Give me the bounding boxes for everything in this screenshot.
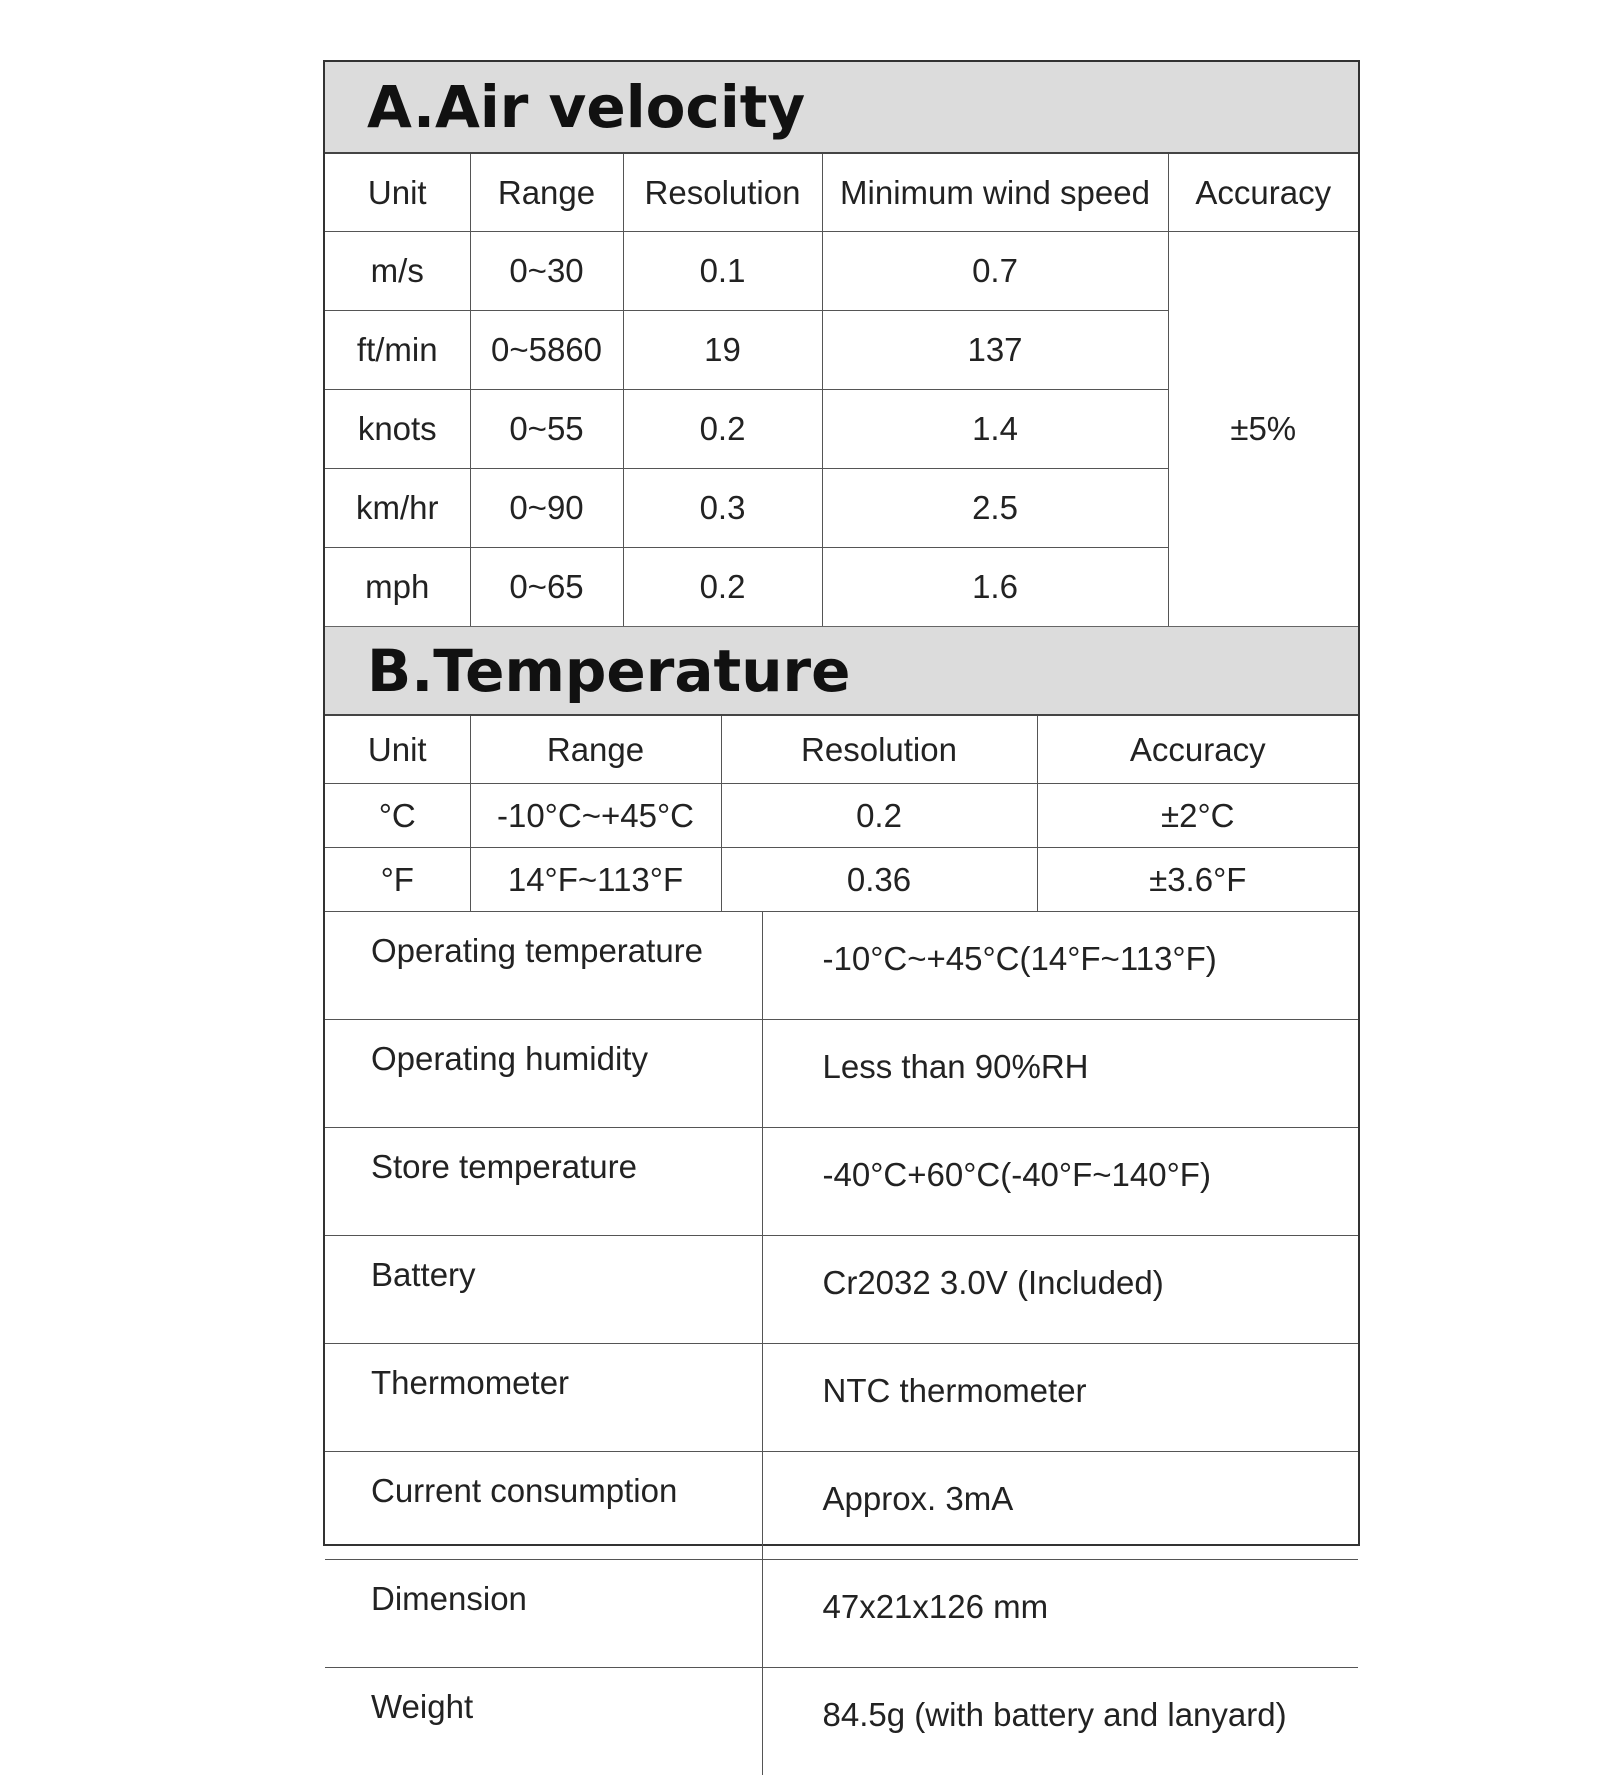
air-velocity-table (325, 154, 1358, 626)
resolution-cell: 0.2 (721, 784, 1037, 848)
header-range: Range (470, 716, 721, 784)
spec-label: Store temperature (325, 1128, 762, 1236)
header-resolution: Resolution (623, 154, 822, 232)
range-cell: 0~90 (470, 469, 623, 548)
header-range: Range (470, 154, 623, 232)
spec-row (325, 1668, 1358, 1775)
table-header-row (325, 154, 1358, 232)
accuracy-cell: ±5% (1168, 232, 1358, 627)
range-cell: 0~65 (470, 548, 623, 627)
spec-row (325, 1560, 1358, 1668)
min-wind-speed-cell: 1.4 (822, 390, 1168, 469)
spec-row (325, 912, 1358, 1020)
min-wind-speed-cell: 0.7 (822, 232, 1168, 311)
header-min-wind-speed: Minimum wind speed (822, 154, 1168, 232)
header-resolution: Resolution (721, 716, 1037, 784)
spec-label: Operating humidity (325, 1020, 762, 1128)
spec-value: Cr2032 3.0V (Included) (762, 1236, 1358, 1344)
header-accuracy: Accuracy (1168, 154, 1358, 232)
unit-cell: mph (325, 548, 470, 627)
resolution-cell: 0.36 (721, 848, 1037, 912)
temperature-table (325, 716, 1358, 911)
spec-label: Battery (325, 1236, 762, 1344)
range-cell: 0~55 (470, 390, 623, 469)
spec-label: Weight (325, 1668, 762, 1775)
table-header-row (325, 716, 1358, 784)
table-row (325, 848, 1358, 912)
unit-cell: km/hr (325, 469, 470, 548)
general-specs-table (325, 911, 1358, 1775)
min-wind-speed-cell: 137 (822, 311, 1168, 390)
resolution-cell: 0.3 (623, 469, 822, 548)
resolution-cell: 0.2 (623, 548, 822, 627)
header-accuracy: Accuracy (1037, 716, 1358, 784)
resolution-cell: 0.2 (623, 390, 822, 469)
spec-value: 47x21x126 mm (762, 1560, 1358, 1668)
resolution-cell: 19 (623, 311, 822, 390)
air-velocity-title: A.Air velocity (325, 62, 1358, 154)
spec-label: Dimension (325, 1560, 762, 1668)
spec-value: Approx. 3mA (762, 1452, 1358, 1560)
range-cell: 14°F~113°F (470, 848, 721, 912)
spec-value: 84.5g (with battery and lanyard) (762, 1668, 1358, 1775)
spec-label: Operating temperature (325, 912, 762, 1020)
spec-row (325, 1128, 1358, 1236)
unit-cell: m/s (325, 232, 470, 311)
unit-cell: knots (325, 390, 470, 469)
accuracy-cell: ±3.6°F (1037, 848, 1358, 912)
spec-sheet (323, 60, 1360, 1546)
spec-row (325, 1020, 1358, 1128)
range-cell: 0~5860 (470, 311, 623, 390)
spec-value: Less than 90%RH (762, 1020, 1358, 1128)
spec-row (325, 1344, 1358, 1452)
spec-value: -10°C~+45°C(14°F~113°F) (762, 912, 1358, 1020)
resolution-cell: 0.1 (623, 232, 822, 311)
table-row (325, 232, 1358, 311)
accuracy-cell: ±2°C (1037, 784, 1358, 848)
min-wind-speed-cell: 1.6 (822, 548, 1168, 627)
spec-label: Current consumption (325, 1452, 762, 1560)
range-cell: 0~30 (470, 232, 623, 311)
table-row (325, 784, 1358, 848)
header-unit: Unit (325, 716, 470, 784)
spec-value: -40°C+60°C(-40°F~140°F) (762, 1128, 1358, 1236)
unit-cell: °F (325, 848, 470, 912)
range-cell: -10°C~+45°C (470, 784, 721, 848)
unit-cell: °C (325, 784, 470, 848)
min-wind-speed-cell: 2.5 (822, 469, 1168, 548)
spec-label: Thermometer (325, 1344, 762, 1452)
spec-row (325, 1452, 1358, 1560)
unit-cell: ft/min (325, 311, 470, 390)
temperature-title: B.Temperature (325, 626, 1358, 716)
spec-value: NTC thermometer (762, 1344, 1358, 1452)
spec-row (325, 1236, 1358, 1344)
header-unit: Unit (325, 154, 470, 232)
